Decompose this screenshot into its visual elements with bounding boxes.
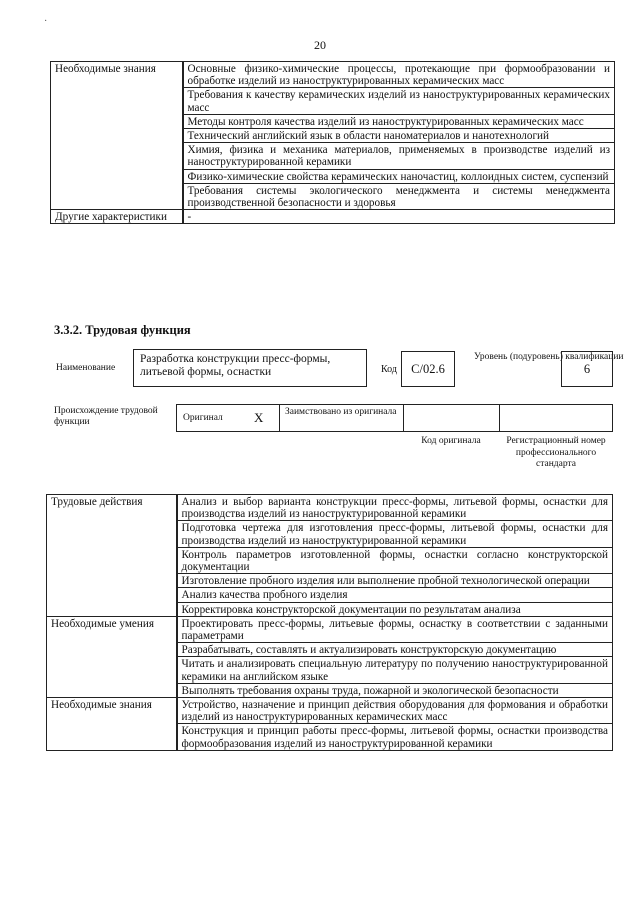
- row-item: Анализ качества пробного изделия: [177, 588, 613, 602]
- row-label: Необходимые знания: [51, 62, 183, 210]
- level-value-box: 6: [561, 351, 613, 387]
- row-item: Анализ и выбор варианта конструкции пресс-формы, литьевой формы, оснастки для производства изделий из наноструктурированной керамики: [177, 495, 613, 521]
- table-row: [51, 62, 615, 88]
- code-label: Код: [381, 364, 397, 375]
- row-item: Требования системы экологического менеджмента и системы менеджмента производственной безопасности и здоровья: [183, 183, 615, 209]
- row-item: Контроль параметров изготовленной формы, оснастки согласно конструкторской документации: [177, 547, 613, 573]
- reg-number-caption: Регистрационный номер профессионального стандарта: [506, 436, 606, 469]
- knowledge-table: [50, 61, 615, 224]
- row-item: Подготовка чертежа для изготовления пресс-формы, литьевой формы, оснастки для производства изделий из наноструктурированной керамики: [177, 521, 613, 547]
- section-title: 3.3.2. Трудовая функция: [54, 323, 191, 337]
- row-label: Необходимые умения: [47, 616, 177, 697]
- row-item: Читать и анализировать специальную литературу по получению наноструктурированной керамики на английском языке: [177, 657, 613, 683]
- table-row: [47, 616, 613, 642]
- row-item: Выполнять требования охраны труда, пожарной и экологической безопасности: [177, 683, 613, 697]
- original-code-caption: Код оригинала: [421, 436, 481, 446]
- row-label: Необходимые знания: [47, 698, 177, 751]
- original-mark: X: [254, 410, 264, 425]
- row-item: -: [183, 210, 615, 224]
- row-label: Трудовые действия: [47, 495, 177, 617]
- row-item: Физико-химические свойства керамических наночастиц, коллоидных систем, суспензий: [183, 169, 615, 183]
- row-item: Химия, физика и механика материалов, применяемых в производстве изделий из наноструктурированной керамики: [183, 143, 615, 169]
- row-item: Проектировать пресс-формы, литьевые формы, оснастку в соответствии с заданными параметрами: [177, 616, 613, 642]
- original-code-cell: [404, 405, 500, 431]
- row-item: Изготовление пробного изделия или выполнение пробной технологической операции: [177, 574, 613, 588]
- row-label: Другие характеристики: [51, 210, 183, 224]
- origin-label: Происхождение трудовой функции: [54, 406, 158, 427]
- row-item: Технический английский язык в области наноматериалов и нанотехнологий: [183, 129, 615, 143]
- borrowed-cell: [280, 405, 404, 431]
- function-code-box: C/02.6: [401, 351, 455, 387]
- row-item: Основные физико-химические процессы, протекающие при формообразовании и обработке изделий из наноструктурированных керамических масс: [183, 62, 615, 88]
- row-item: Корректировка конструкторской документации по результатам анализа: [177, 602, 613, 616]
- row-item: Конструкция и принцип работы пресс-формы, литьевой формы, оснастки производства формообразования изделий из наноструктурированной керамики: [177, 724, 613, 750]
- name-label: Наименование: [56, 363, 116, 373]
- labor-function-table: [46, 494, 613, 751]
- original-cell: [177, 405, 280, 431]
- row-item: Методы контроля качества изделий из наноструктурированных керамических масс: [183, 114, 615, 128]
- borrowed-label: Заимствовано из оригинала: [285, 407, 397, 417]
- original-label: Оригинал: [183, 413, 223, 423]
- page-number: 20: [314, 38, 326, 52]
- scan-mark: ·: [44, 16, 48, 27]
- row-item: Требования к качеству керамических изделий из наноструктурированных керамических масс: [183, 88, 615, 114]
- table-row: [47, 495, 613, 521]
- row-item: Разрабатывать, составлять и актуализировать конструкторскую документацию: [177, 643, 613, 657]
- level-label: Уровень (подуровень) квалификации: [474, 352, 624, 362]
- table-row: [47, 698, 613, 724]
- table-row: [51, 210, 615, 224]
- row-item: Устройство, назначение и принцип действия оборудования для формования и обработки изделий из наноструктурированных керамических масс: [177, 698, 613, 724]
- function-name-box: Разработка конструкции пресс-формы, литьевой формы, оснастки: [133, 349, 367, 387]
- origin-row: [176, 404, 613, 432]
